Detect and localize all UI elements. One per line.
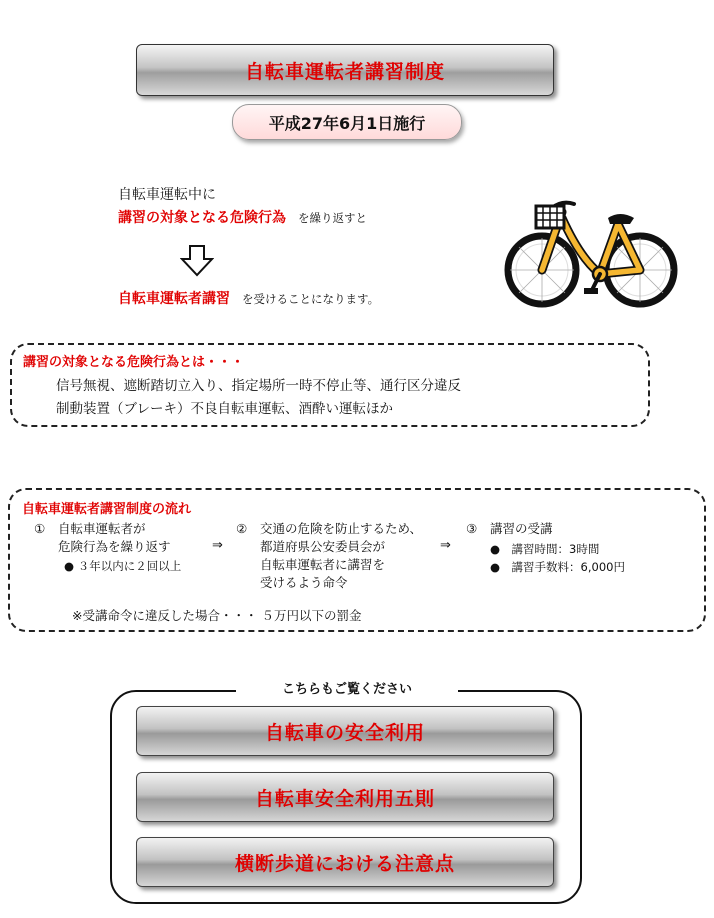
step-3-bullet-duration: ● 講習時間：3時間: [490, 542, 600, 556]
step-2-line-1: 交通の危険を防止するため、: [260, 521, 423, 536]
down-arrow-icon: [180, 245, 214, 277]
link-bicycle-safe-use[interactable]: 自転車の安全利用: [136, 706, 554, 756]
step-3-bullet-fee: ● 講習手数料：6,000円: [490, 560, 625, 574]
intro-line-2-rest: を繰り返すと: [298, 211, 367, 225]
link-crosswalk-notes[interactable]: 横断歩道における注意点: [136, 837, 554, 887]
effective-date-badge: 平成27年6月1日施行: [232, 104, 462, 140]
dangerous-acts-line-2: 制動装置（ブレーキ）不良自転車運転、酒酔い運転ほか: [56, 401, 393, 417]
step-3-line-1: 講習の受講: [490, 521, 553, 536]
step-1-number: ①: [34, 521, 46, 536]
penalty-note: ※受講命令に違反した場合・・・ ５万円以下の罰金: [72, 608, 362, 623]
intro-course-label: 自転車運転者講習: [118, 291, 230, 307]
step-2-line-4: 受けるよう命令: [260, 575, 348, 590]
bicycle-icon: [500, 188, 680, 313]
step-1-line-2: 危険行為を繰り返す: [58, 539, 171, 554]
step-1-line-1: 自転車運転者が: [58, 521, 146, 536]
page-title-banner: 自転車運転者講習制度: [136, 44, 554, 96]
course-flow-heading: 自転車運転者講習制度の流れ: [22, 502, 192, 517]
step-2-number: ②: [236, 521, 248, 536]
intro-line-2: [118, 207, 367, 227]
intro-dangerous-acts-label: 講習の対象となる危険行為: [118, 210, 286, 226]
dangerous-acts-heading: 講習の対象となる危険行為とは・・・: [23, 355, 245, 370]
step-2-line-2: 都道府県公安委員会が: [260, 539, 386, 554]
intro-line-3: [118, 288, 379, 308]
step-1-bullet: ● ３年以内に２回以上: [64, 559, 182, 573]
step-3-number: ③: [466, 521, 478, 536]
intro-line-3-rest: を受けることになります。: [242, 292, 380, 306]
step-2-line-3: 自転車運転者に講習を: [260, 557, 386, 572]
flow-arrow-1-icon: ⇒: [212, 538, 223, 553]
intro-line-1: 自転車運転中に: [118, 187, 216, 203]
link-bicycle-five-rules[interactable]: 自転車安全利用五則: [136, 772, 554, 822]
see-also-heading: こちらもご覧ください: [236, 679, 458, 701]
dangerous-acts-line-1: 信号無視、遮断踏切立入り、指定場所一時不停止等、通行区分違反: [56, 378, 461, 394]
flow-arrow-2-icon: ⇒: [440, 538, 451, 553]
